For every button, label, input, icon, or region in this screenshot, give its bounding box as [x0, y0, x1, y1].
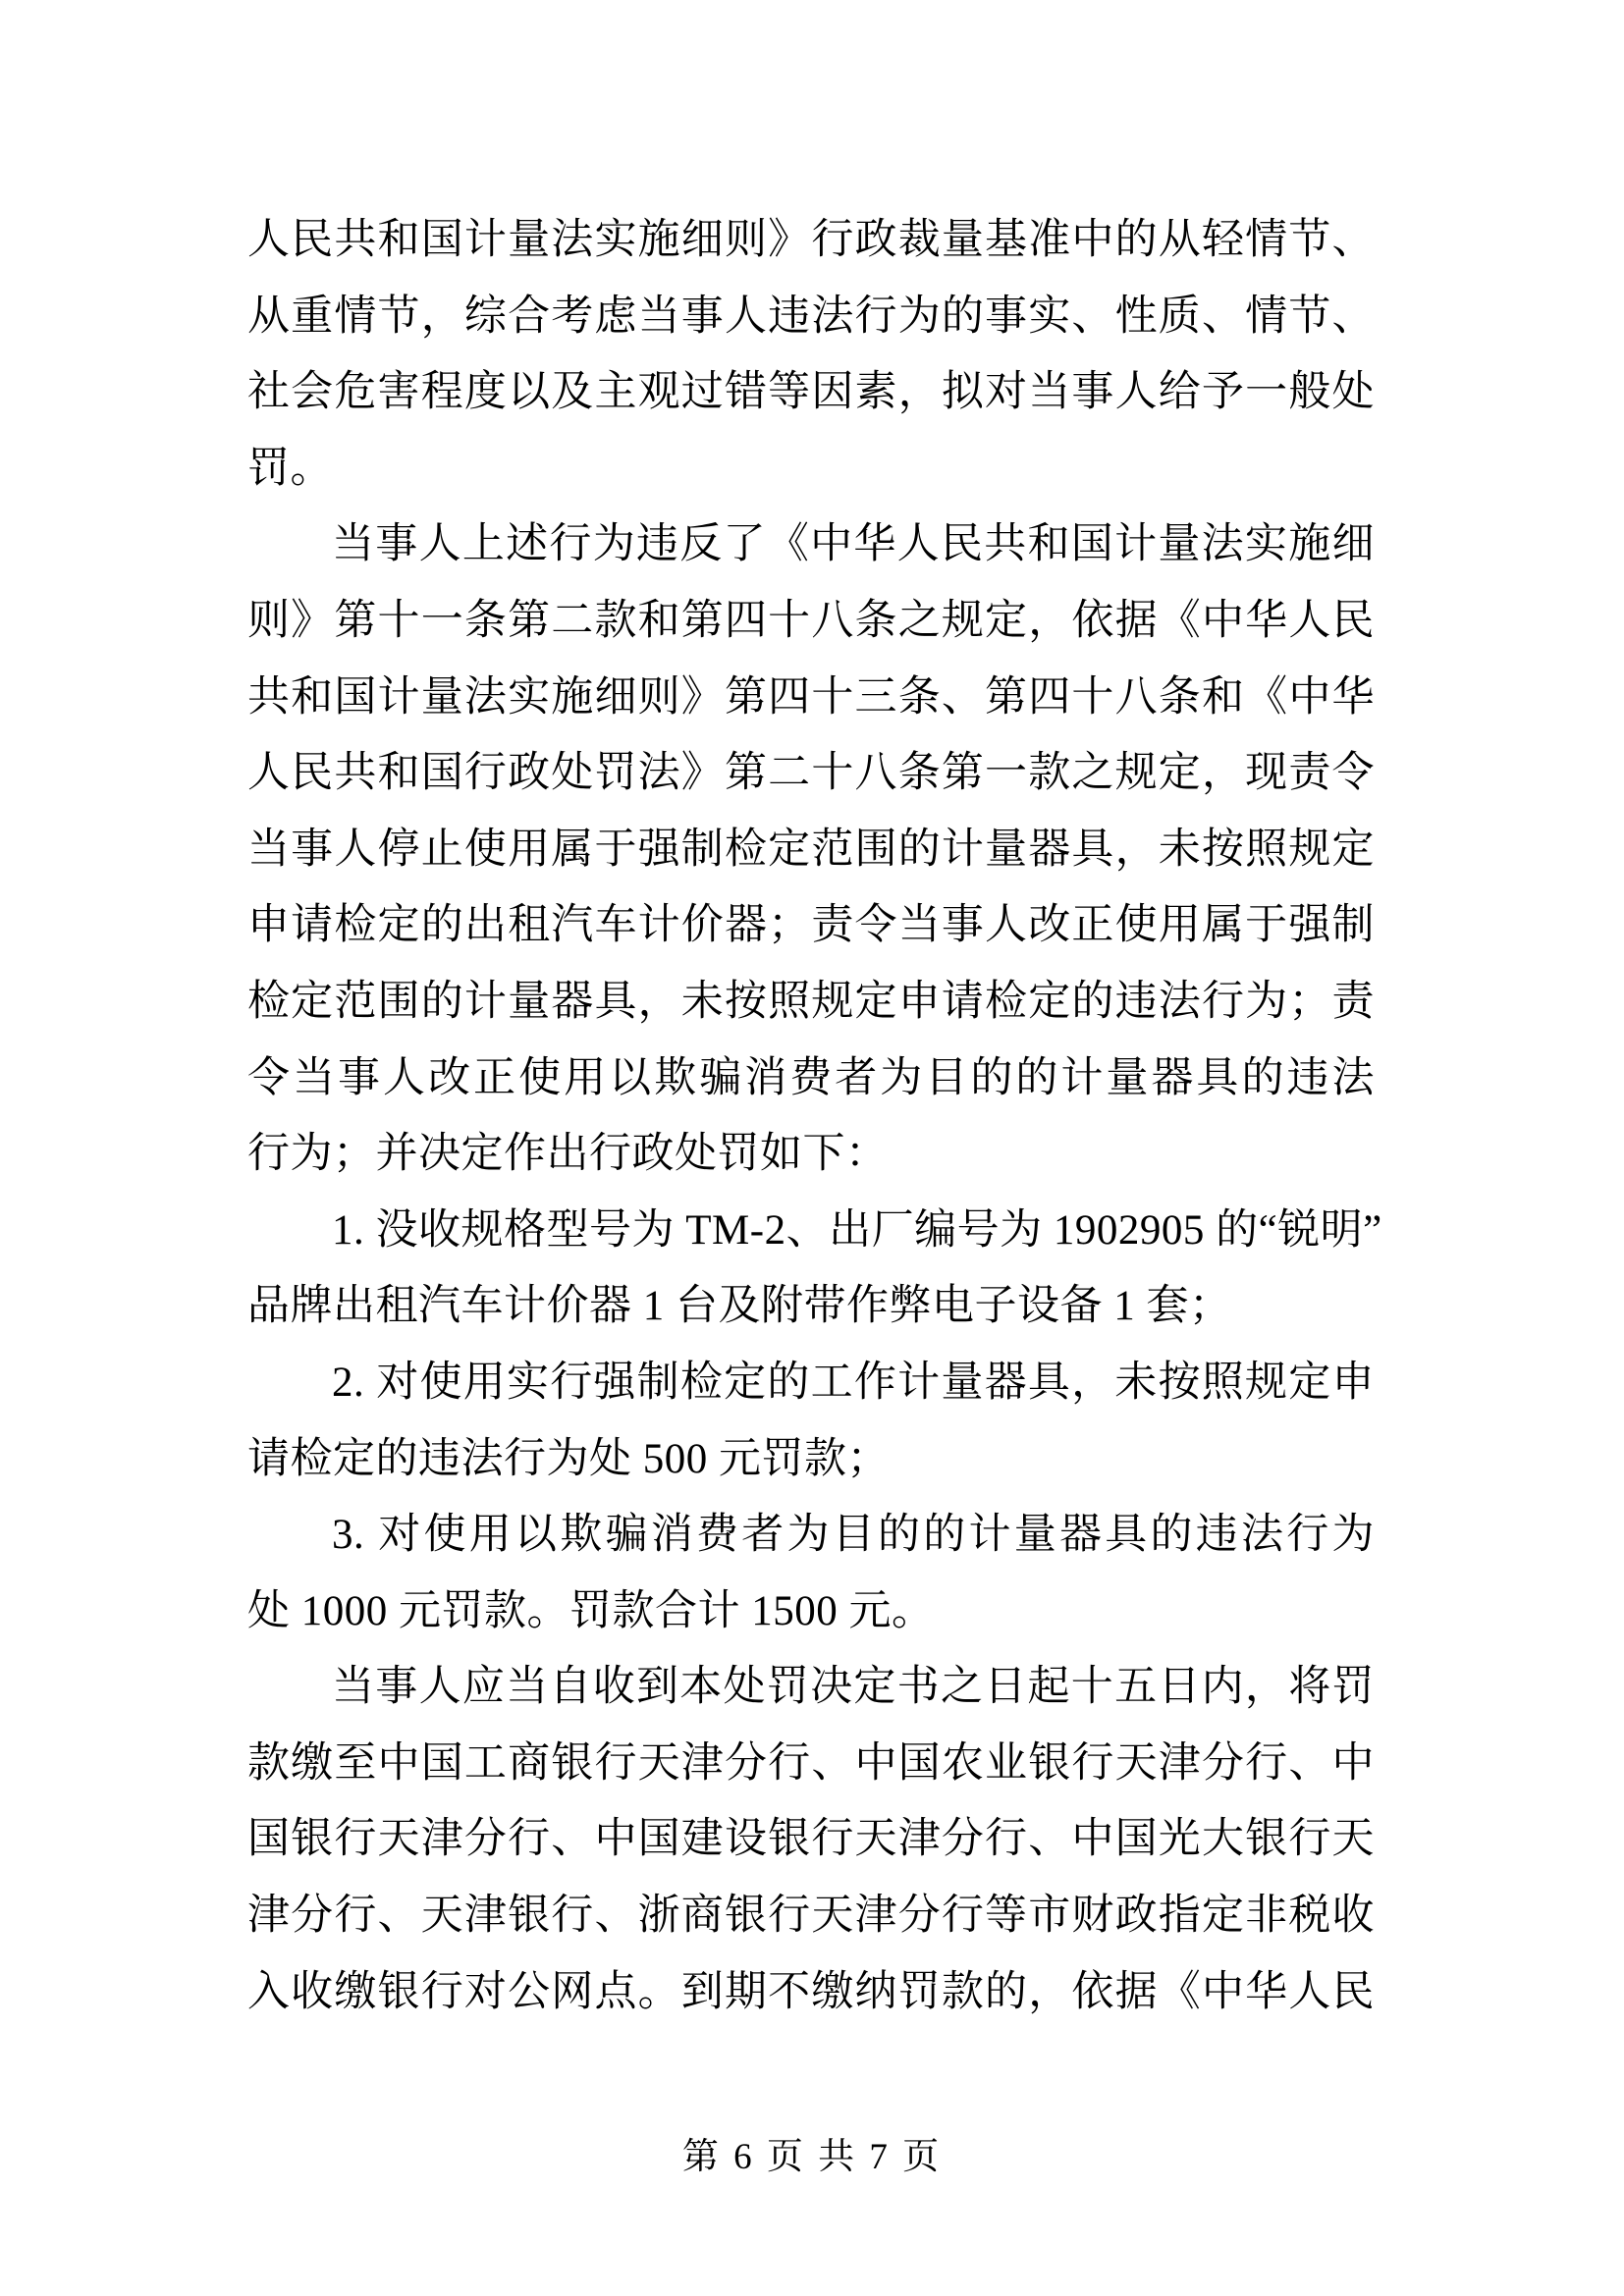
text-line: 人民共和国计量法实施细则》行政裁量基准中的从轻情节、 [247, 217, 1375, 263]
paragraph [247, 1649, 1375, 2030]
text-line: 处 1000 元罚款。罚款合计 1500 元。 [247, 1587, 935, 1634]
document-body [247, 202, 1382, 2030]
text-line: 款缴至中国工商银行天津分行、中国农业银行天津分行、中 [247, 1739, 1375, 1787]
text-line: 罚。 [247, 445, 333, 492]
text-line: 入收缴银行对公网点。到期不缴纳罚款的，依据《中华人民 [247, 1968, 1375, 2015]
paragraph [247, 507, 1375, 1192]
text-line: 令当事人改正使用以欺骗消费者为目的的计量器具的违法 [247, 1054, 1375, 1101]
text-line: 共和国计量法实施细则》第四十三条、第四十八条和《中华 [247, 673, 1375, 721]
text-line: 则》第十一条第二款和第四十八条之规定，依据《中华人民 [247, 597, 1375, 644]
text-line: 1. 没收规格型号为 TM-2、出厂编号为 1902905 的“锐明” [332, 1206, 1382, 1254]
text-line: 津分行、天津银行、浙商银行天津分行等市财政指定非税收 [247, 1893, 1375, 1940]
text-line: 当事人上述行为违反了《中华人民共和国计量法实施细 [332, 521, 1375, 568]
text-line: 品牌出租汽车计价器 1 台及附带作弊电子设备 1 套； [247, 1283, 1232, 1330]
paragraph [247, 1345, 1375, 1497]
paragraph [247, 1193, 1382, 1345]
text-line: 2. 对使用实行强制检定的工作计量器具，未按照规定申 [332, 1359, 1375, 1406]
page-number-label: 第 6 页 共 7 页 [681, 2137, 943, 2177]
text-line: 行为；并决定作出行政处罚如下： [247, 1131, 889, 1178]
text-line: 当事人应当自收到本处罚决定书之日起十五日内，将罚 [332, 1664, 1375, 1711]
text-line: 国银行天津分行、中国建设银行天津分行、中国光大银行天 [247, 1816, 1375, 1863]
text-line: 请检定的违法行为处 500 元罚款； [247, 1435, 890, 1482]
paragraph [247, 202, 1375, 507]
text-line: 当事人停止使用属于强制检定范围的计量器具，未按照规定 [247, 826, 1375, 873]
text-line: 3. 对使用以欺骗消费者为目的的计量器具的违法行为 [332, 1512, 1375, 1559]
text-line: 人民共和国行政处罚法》第二十八条第一款之规定，现责令 [247, 750, 1375, 797]
text-line: 申请检定的出租汽车计价器；责令当事人改正使用属于强制 [247, 902, 1375, 949]
text-line: 社会危害程度以及主观过错等因素，拟对当事人给予一般处 [247, 369, 1375, 416]
text-line: 从重情节，综合考虑当事人违法行为的事实、性质、情节、 [247, 293, 1375, 340]
page-footer [0, 2136, 1624, 2179]
text-line: 检定范围的计量器具，未按照规定申请检定的违法行为；责 [247, 978, 1375, 1025]
paragraph [247, 1497, 1375, 1649]
